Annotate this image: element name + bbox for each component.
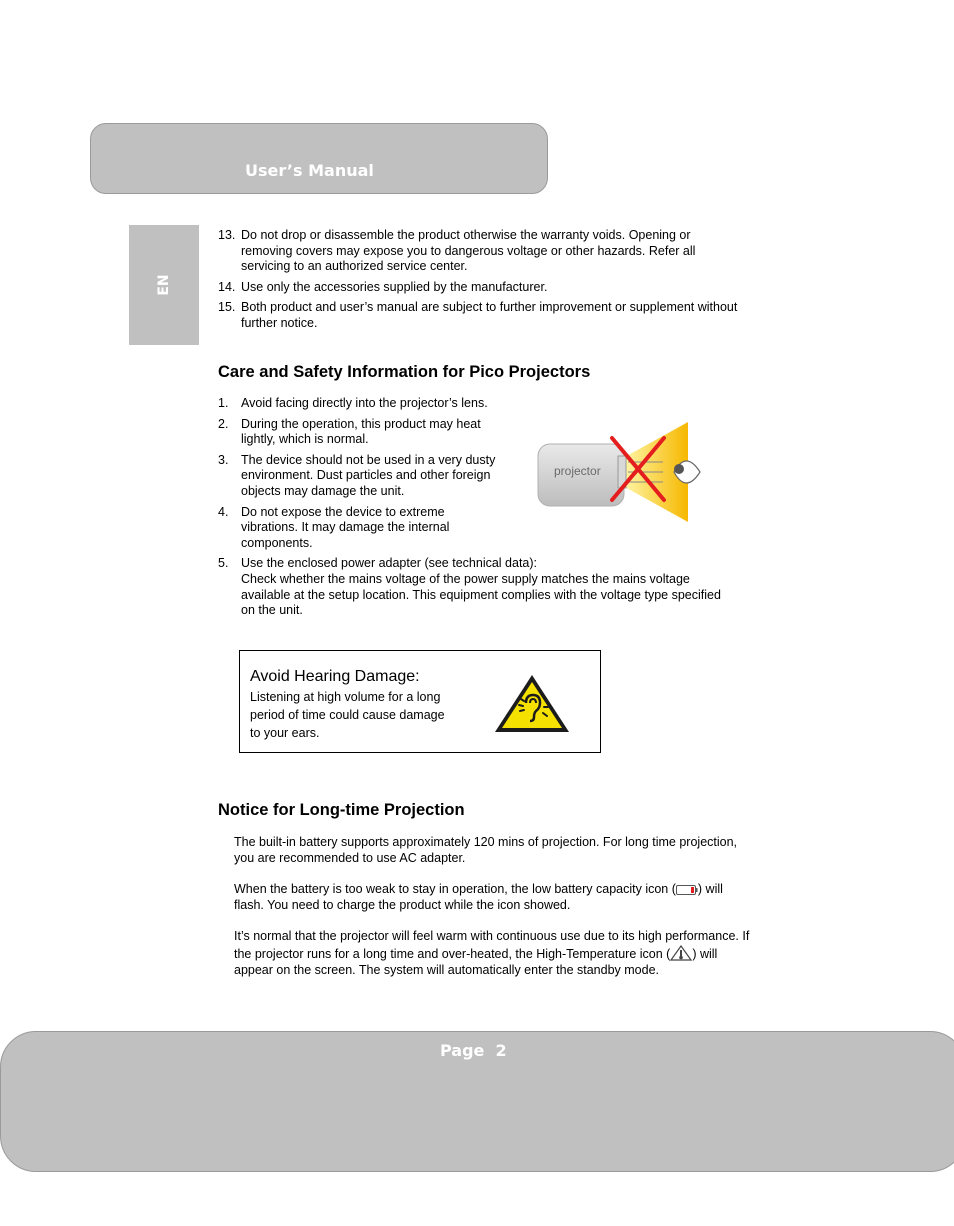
notice-text: When the battery is too weak to stay in operation, the low battery capacity icon ( (234, 882, 676, 897)
manual-title: User’s Manual (245, 161, 374, 180)
page-number: Page 2 (440, 1041, 507, 1060)
item-number: 2. (218, 416, 229, 431)
item-detail-text: Check whether the mains voltage of the power supply matches the mains voltage available at the setup location. This equipment complies with the voltage type specified on the unit. (241, 571, 721, 618)
list-item (218, 453, 504, 500)
item-number: 14. (218, 279, 236, 294)
item-number: 5. (218, 556, 229, 571)
notice-heading: Notice for Long-time Projection (218, 801, 465, 819)
list-item (218, 228, 738, 275)
item-number: 13. (218, 228, 236, 242)
care-safety-heading: Care and Safety Information for Pico Projectors (218, 363, 591, 381)
warning-text: Listening at high volume for a long period of time could cause damage to your ears. (250, 690, 445, 740)
notice-paragraph (234, 882, 754, 914)
general-safety-list (218, 228, 738, 332)
notice-text: It’s normal that the projector will feel warm with continuous use due to its high performance. If the projector runs for a long time and over-heated, the High-Temperature icon ( (234, 929, 750, 961)
warning-title: Avoid Hearing Damage: (250, 668, 420, 685)
language-label: EN (156, 274, 172, 296)
low-battery-icon (676, 884, 698, 896)
item-text: Do not drop or disassemble the product otherwise the warranty voids. Opening or removing covers may expose you to dangerous voltage or other hazards. Refer all servicing to an authorized service center. (241, 228, 696, 274)
item-text: Avoid facing directly into the projector’s lens. (241, 396, 488, 410)
item-text: Both product and user’s manual are subject to further improvement or supplement without further notice. (241, 300, 738, 330)
notice-text: ) will flash. You need to charge the product while the icon showed. (234, 882, 723, 912)
list-item (218, 396, 728, 412)
item-text: During the operation, this product may heat lightly, which is normal. (241, 416, 481, 447)
list-item (218, 505, 504, 552)
projector-lens-warning-figure (528, 416, 712, 528)
high-temperature-icon (670, 945, 692, 961)
projector-label: projector (554, 464, 601, 478)
header-band (90, 123, 548, 194)
item-number: 4. (218, 504, 229, 519)
language-tab (129, 225, 199, 345)
hearing-damage-warning-icon (493, 673, 571, 735)
list-item (218, 417, 504, 448)
list-item (218, 556, 728, 618)
item-text: Do not expose the device to extreme vibrations. It may damage the internal components. (241, 504, 450, 550)
hearing-warning-box (239, 650, 601, 753)
list-item (218, 300, 738, 331)
item-text: Use only the accessories supplied by the manufacturer. (241, 279, 548, 294)
notice-text: ) will appear on the screen. The system will automatically enter the standby mode. (234, 946, 718, 977)
item-number: 3. (218, 452, 229, 467)
item-number: 15. (218, 300, 236, 315)
list-item (218, 280, 738, 296)
notice-paragraph: The built-in battery supports approximately 120 mins of projection. For long time projection, you are recommended to use AC adapter. (234, 835, 738, 865)
notice-paragraph (234, 929, 754, 978)
item-text: Use the enclosed power adapter (see technical data): (241, 556, 538, 571)
item-text: The device should not be used in a very dusty environment. Dust particles and other foreign objects may damage the unit. (241, 452, 496, 498)
notice-body (234, 835, 754, 994)
item-number: 1. (218, 396, 229, 410)
